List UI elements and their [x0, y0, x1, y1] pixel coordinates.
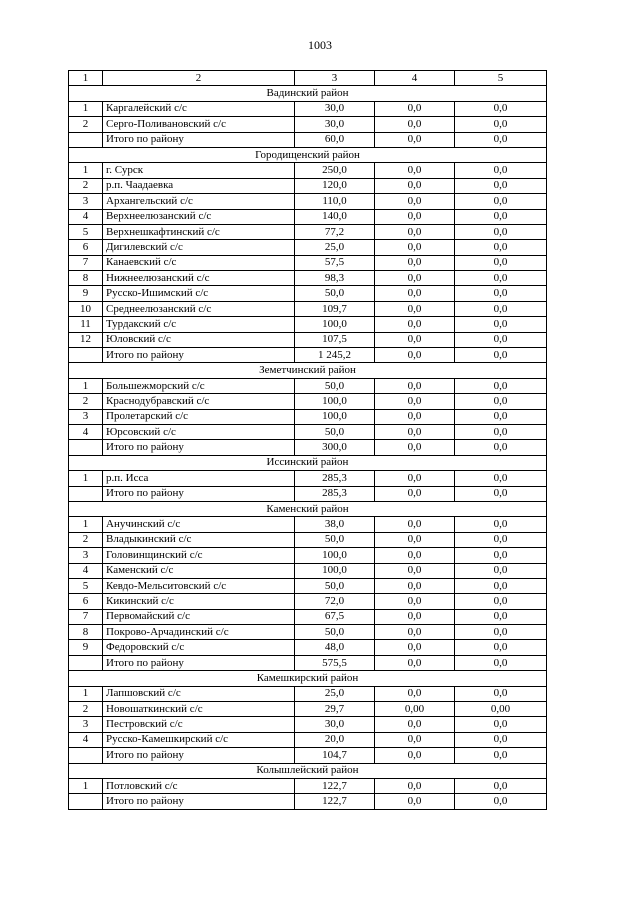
settlement-name: Русско-Ишимский с/с — [103, 286, 295, 301]
value-col-4: 0,0 — [375, 609, 455, 624]
value-col-4: 0,00 — [375, 702, 455, 717]
value-col-3: 25,0 — [295, 240, 375, 255]
settlement-name: Канаевский с/с — [103, 255, 295, 270]
value-col-4: 0,0 — [375, 194, 455, 209]
header-col-4: 4 — [375, 71, 455, 86]
settlement-name: Верхнешкафтинский с/с — [103, 224, 295, 239]
value-col-5: 0,0 — [455, 394, 547, 409]
value-col-3: 100,0 — [295, 409, 375, 424]
district-name: Вадинский район — [69, 86, 547, 101]
value-col-3: 50,0 — [295, 286, 375, 301]
table-row — [69, 686, 547, 701]
row-number: 6 — [69, 594, 103, 609]
district-total-row — [69, 132, 547, 147]
row-number: 2 — [69, 178, 103, 193]
value-col-4: 0,0 — [375, 178, 455, 193]
row-number: 5 — [69, 578, 103, 593]
table-row — [69, 578, 547, 593]
value-col-3: 98,3 — [295, 271, 375, 286]
table-row — [69, 548, 547, 563]
row-number: 1 — [69, 686, 103, 701]
settlement-name: Нижнеелюзанский с/с — [103, 271, 295, 286]
value-col-4: 0,0 — [375, 563, 455, 578]
table-row — [69, 394, 547, 409]
settlement-name: р.п. Чаадаевка — [103, 178, 295, 193]
table-row — [69, 301, 547, 316]
settlement-name: Итого по району — [103, 748, 295, 763]
table-row — [69, 163, 547, 178]
table-row — [69, 517, 547, 532]
value-col-5: 0,0 — [455, 163, 547, 178]
value-col-3: 30,0 — [295, 717, 375, 732]
value-col-4: 0,0 — [375, 117, 455, 132]
header-col-1: 1 — [69, 71, 103, 86]
value-col-4: 0,0 — [375, 471, 455, 486]
row-number: 7 — [69, 609, 103, 624]
value-col-4: 0,0 — [375, 209, 455, 224]
settlement-name: Владыкинский с/с — [103, 532, 295, 547]
row-number — [69, 348, 103, 363]
value-col-5: 0,0 — [455, 717, 547, 732]
settlement-name: Серго-Поливановский с/с — [103, 117, 295, 132]
settlement-name: Лапшовский с/с — [103, 686, 295, 701]
value-col-5: 0,0 — [455, 209, 547, 224]
value-col-5: 0,0 — [455, 301, 547, 316]
value-col-5: 0,0 — [455, 101, 547, 116]
settlement-name: Новошаткинский с/с — [103, 702, 295, 717]
value-col-5: 0,0 — [455, 517, 547, 532]
value-col-5: 0,0 — [455, 224, 547, 239]
value-col-4: 0,0 — [375, 732, 455, 747]
district-header-row — [69, 147, 547, 162]
settlement-name: Кевдо-Мельситовский с/с — [103, 578, 295, 593]
value-col-4: 0,0 — [375, 255, 455, 270]
value-col-4: 0,0 — [375, 271, 455, 286]
value-col-3: 100,0 — [295, 548, 375, 563]
district-header-row — [69, 501, 547, 516]
district-header-row — [69, 763, 547, 778]
row-number: 8 — [69, 271, 103, 286]
settlement-name: Архангельский с/с — [103, 194, 295, 209]
value-col-5: 0,0 — [455, 255, 547, 270]
value-col-5: 0,0 — [455, 440, 547, 455]
value-col-5: 0,0 — [455, 778, 547, 793]
row-number: 10 — [69, 301, 103, 316]
row-number: 2 — [69, 532, 103, 547]
row-number: 3 — [69, 409, 103, 424]
value-col-3: 57,5 — [295, 255, 375, 270]
value-col-5: 0,0 — [455, 471, 547, 486]
row-number: 1 — [69, 378, 103, 393]
value-col-3: 50,0 — [295, 532, 375, 547]
table-row — [69, 240, 547, 255]
value-col-5: 0,0 — [455, 548, 547, 563]
value-col-5: 0,0 — [455, 625, 547, 640]
value-col-4: 0,0 — [375, 332, 455, 347]
settlement-name: Кикинский с/с — [103, 594, 295, 609]
settlement-name: Каменский с/с — [103, 563, 295, 578]
row-number: 4 — [69, 424, 103, 439]
table-row — [69, 194, 547, 209]
row-number: 9 — [69, 640, 103, 655]
row-number: 1 — [69, 778, 103, 793]
row-number: 8 — [69, 625, 103, 640]
settlement-name: Головинщинский с/с — [103, 548, 295, 563]
table-row — [69, 332, 547, 347]
value-col-5: 0,0 — [455, 194, 547, 209]
value-col-3: 50,0 — [295, 625, 375, 640]
value-col-4: 0,0 — [375, 424, 455, 439]
row-number: 3 — [69, 548, 103, 563]
row-number: 9 — [69, 286, 103, 301]
value-col-4: 0,0 — [375, 625, 455, 640]
value-col-4: 0,0 — [375, 348, 455, 363]
value-col-3: 575,5 — [295, 655, 375, 670]
value-col-3: 30,0 — [295, 101, 375, 116]
settlement-name: Юловский с/с — [103, 332, 295, 347]
value-col-3: 100,0 — [295, 317, 375, 332]
settlement-name: Среднеелюзанский с/с — [103, 301, 295, 316]
table-row — [69, 271, 547, 286]
settlement-name: Итого по району — [103, 132, 295, 147]
value-col-3: 60,0 — [295, 132, 375, 147]
settlement-name: Пестровский с/с — [103, 717, 295, 732]
row-number: 6 — [69, 240, 103, 255]
table-row — [69, 702, 547, 717]
value-col-3: 122,7 — [295, 794, 375, 809]
settlement-name: Юрсовский с/с — [103, 424, 295, 439]
row-number: 3 — [69, 194, 103, 209]
row-number: 4 — [69, 563, 103, 578]
value-col-4: 0,0 — [375, 240, 455, 255]
value-col-5: 0,0 — [455, 378, 547, 393]
value-col-3: 20,0 — [295, 732, 375, 747]
value-col-4: 0,0 — [375, 594, 455, 609]
value-col-5: 0,0 — [455, 640, 547, 655]
row-number: 11 — [69, 317, 103, 332]
value-col-5: 0,0 — [455, 794, 547, 809]
table-row — [69, 732, 547, 747]
district-total-row — [69, 748, 547, 763]
value-col-5: 0,0 — [455, 578, 547, 593]
table-row — [69, 317, 547, 332]
value-col-3: 50,0 — [295, 578, 375, 593]
value-col-4: 0,0 — [375, 440, 455, 455]
value-col-4: 0,0 — [375, 532, 455, 547]
district-total-row — [69, 440, 547, 455]
value-col-3: 285,3 — [295, 486, 375, 501]
value-col-4: 0,0 — [375, 717, 455, 732]
value-col-5: 0,0 — [455, 532, 547, 547]
row-number: 3 — [69, 717, 103, 732]
value-col-3: 29,7 — [295, 702, 375, 717]
table-row — [69, 178, 547, 193]
table-row — [69, 717, 547, 732]
value-col-4: 0,0 — [375, 655, 455, 670]
value-col-3: 77,2 — [295, 224, 375, 239]
table-header-row — [69, 71, 547, 86]
value-col-5: 0,0 — [455, 748, 547, 763]
settlement-name: Русско-Камешкирский с/с — [103, 732, 295, 747]
district-header-row — [69, 455, 547, 470]
row-number — [69, 748, 103, 763]
value-col-4: 0,0 — [375, 778, 455, 793]
table-row — [69, 255, 547, 270]
value-col-4: 0,0 — [375, 163, 455, 178]
table-row — [69, 640, 547, 655]
value-col-4: 0,0 — [375, 578, 455, 593]
table-row — [69, 117, 547, 132]
district-name: Каменский район — [69, 501, 547, 516]
value-col-3: 67,5 — [295, 609, 375, 624]
row-number: 1 — [69, 517, 103, 532]
settlement-name: Пролетарский с/с — [103, 409, 295, 424]
value-col-3: 300,0 — [295, 440, 375, 455]
value-col-3: 100,0 — [295, 394, 375, 409]
settlement-name: Верхнеелюзанский с/с — [103, 209, 295, 224]
settlement-name: Итого по району — [103, 486, 295, 501]
value-col-4: 0,0 — [375, 748, 455, 763]
value-col-5: 0,0 — [455, 486, 547, 501]
value-col-5: 0,0 — [455, 609, 547, 624]
value-col-3: 1 245,2 — [295, 348, 375, 363]
value-col-4: 0,0 — [375, 317, 455, 332]
settlement-name: Итого по району — [103, 440, 295, 455]
value-col-5: 0,0 — [455, 655, 547, 670]
row-number — [69, 794, 103, 809]
value-col-3: 50,0 — [295, 424, 375, 439]
settlement-name: Большежморский с/с — [103, 378, 295, 393]
row-number — [69, 655, 103, 670]
table-row — [69, 409, 547, 424]
table-row — [69, 594, 547, 609]
table-row — [69, 609, 547, 624]
district-total-row — [69, 486, 547, 501]
row-number: 12 — [69, 332, 103, 347]
table-body — [69, 71, 547, 810]
budget-table — [68, 70, 547, 810]
value-col-3: 48,0 — [295, 640, 375, 655]
value-col-3: 110,0 — [295, 194, 375, 209]
settlement-name: Каргалейский с/с — [103, 101, 295, 116]
row-number: 2 — [69, 394, 103, 409]
row-number: 2 — [69, 702, 103, 717]
row-number — [69, 440, 103, 455]
table-row — [69, 378, 547, 393]
table-row — [69, 471, 547, 486]
settlement-name: Турдакский с/с — [103, 317, 295, 332]
value-col-5: 0,0 — [455, 317, 547, 332]
page-number: 1003 — [308, 38, 332, 52]
table-row — [69, 563, 547, 578]
value-col-3: 50,0 — [295, 378, 375, 393]
value-col-5: 0,0 — [455, 178, 547, 193]
row-number: 2 — [69, 117, 103, 132]
table-row — [69, 209, 547, 224]
value-col-3: 104,7 — [295, 748, 375, 763]
header-col-2: 2 — [103, 71, 295, 86]
district-total-row — [69, 794, 547, 809]
row-number: 1 — [69, 163, 103, 178]
settlement-name: Итого по району — [103, 348, 295, 363]
settlement-name: Первомайский с/с — [103, 609, 295, 624]
district-name: Городищенский район — [69, 147, 547, 162]
district-name: Иссинский район — [69, 455, 547, 470]
value-col-5: 0,0 — [455, 732, 547, 747]
value-col-5: 0,0 — [455, 686, 547, 701]
value-col-5: 0,0 — [455, 286, 547, 301]
value-col-5: 0,0 — [455, 332, 547, 347]
table-row — [69, 424, 547, 439]
header-col-5: 5 — [455, 71, 547, 86]
settlement-name: Федоровский с/с — [103, 640, 295, 655]
value-col-5: 0,0 — [455, 563, 547, 578]
value-col-4: 0,0 — [375, 394, 455, 409]
district-name: Камешкирский район — [69, 671, 547, 686]
value-col-3: 30,0 — [295, 117, 375, 132]
value-col-4: 0,0 — [375, 686, 455, 701]
row-number — [69, 486, 103, 501]
district-name: Земетчинский район — [69, 363, 547, 378]
value-col-3: 107,5 — [295, 332, 375, 347]
value-col-3: 285,3 — [295, 471, 375, 486]
value-col-4: 0,0 — [375, 794, 455, 809]
value-col-4: 0,0 — [375, 409, 455, 424]
value-col-3: 38,0 — [295, 517, 375, 532]
value-col-5: 0,0 — [455, 409, 547, 424]
value-col-4: 0,0 — [375, 640, 455, 655]
value-col-4: 0,0 — [375, 224, 455, 239]
value-col-3: 25,0 — [295, 686, 375, 701]
row-number: 4 — [69, 732, 103, 747]
value-col-4: 0,0 — [375, 301, 455, 316]
settlement-name: Потловский с/с — [103, 778, 295, 793]
district-total-row — [69, 655, 547, 670]
settlement-name: Анучинский с/с — [103, 517, 295, 532]
value-col-4: 0,0 — [375, 101, 455, 116]
value-col-4: 0,0 — [375, 286, 455, 301]
district-total-row — [69, 348, 547, 363]
value-col-3: 100,0 — [295, 563, 375, 578]
row-number: 1 — [69, 101, 103, 116]
value-col-3: 250,0 — [295, 163, 375, 178]
settlement-name: Покрово-Арчадинский с/с — [103, 625, 295, 640]
row-number: 4 — [69, 209, 103, 224]
value-col-5: 0,0 — [455, 271, 547, 286]
value-col-4: 0,0 — [375, 378, 455, 393]
table-row — [69, 286, 547, 301]
value-col-3: 122,7 — [295, 778, 375, 793]
value-col-4: 0,0 — [375, 486, 455, 501]
value-col-4: 0,0 — [375, 517, 455, 532]
value-col-3: 72,0 — [295, 594, 375, 609]
district-header-row — [69, 671, 547, 686]
table-row — [69, 101, 547, 116]
table-row — [69, 625, 547, 640]
value-col-5: 0,0 — [455, 132, 547, 147]
settlement-name: Итого по району — [103, 794, 295, 809]
value-col-3: 120,0 — [295, 178, 375, 193]
value-col-5: 0,0 — [455, 594, 547, 609]
row-number: 5 — [69, 224, 103, 239]
row-number: 7 — [69, 255, 103, 270]
value-col-3: 109,7 — [295, 301, 375, 316]
value-col-3: 140,0 — [295, 209, 375, 224]
row-number — [69, 132, 103, 147]
row-number: 1 — [69, 471, 103, 486]
value-col-5: 0,0 — [455, 240, 547, 255]
settlement-name: Краснодубравский с/с — [103, 394, 295, 409]
value-col-4: 0,0 — [375, 132, 455, 147]
value-col-5: 0,00 — [455, 702, 547, 717]
value-col-4: 0,0 — [375, 548, 455, 563]
settlement-name: р.п. Исса — [103, 471, 295, 486]
settlement-name: г. Сурск — [103, 163, 295, 178]
settlement-name: Итого по району — [103, 655, 295, 670]
value-col-5: 0,0 — [455, 424, 547, 439]
district-header-row — [69, 363, 547, 378]
district-header-row — [69, 86, 547, 101]
district-name: Колышлейский район — [69, 763, 547, 778]
table-row — [69, 224, 547, 239]
settlement-name: Дигилевский с/с — [103, 240, 295, 255]
table-row — [69, 532, 547, 547]
header-col-3: 3 — [295, 71, 375, 86]
value-col-5: 0,0 — [455, 117, 547, 132]
value-col-5: 0,0 — [455, 348, 547, 363]
table-row — [69, 778, 547, 793]
